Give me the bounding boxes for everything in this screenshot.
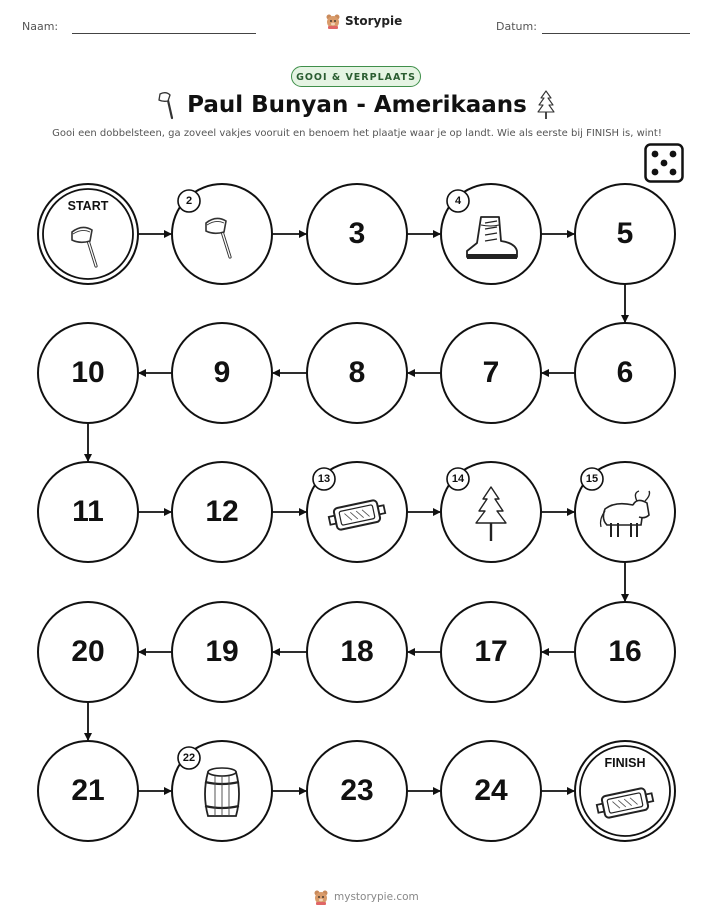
space-number-badge: 22 xyxy=(182,752,196,764)
space-number-badge: 15 xyxy=(585,473,599,485)
space-number: 7 xyxy=(482,356,500,389)
date-label: Datum: xyxy=(496,20,537,33)
space-number-badge: 14 xyxy=(451,473,465,485)
barrel-icon xyxy=(205,768,239,816)
space-number-badge: 4 xyxy=(454,195,462,207)
space-number: 20 xyxy=(71,635,105,668)
start-label: START xyxy=(67,199,109,213)
finish-label: FINISH xyxy=(604,756,646,770)
space-number: 24 xyxy=(474,774,508,807)
space-number: 5 xyxy=(616,217,634,250)
bear-icon xyxy=(313,889,329,905)
space-number: 18 xyxy=(340,635,374,668)
footer-url: mystorypie.com xyxy=(334,891,419,903)
space-number: 6 xyxy=(616,356,634,389)
space-number-badge: 2 xyxy=(185,195,193,207)
space-number: 10 xyxy=(71,356,105,389)
page-title: Paul Bunyan - Amerikaans xyxy=(187,92,527,118)
space-number: 12 xyxy=(205,495,239,528)
footer xyxy=(313,889,419,905)
name-label: Naam: xyxy=(22,20,59,33)
space-number: 3 xyxy=(348,217,366,250)
space-number: 8 xyxy=(348,356,366,389)
instructions: Gooi een dobbelsteen, ga zoveel vakjes vooruit en benoem het plaatje waar je op landt. Wie als eerste bij FINISH is, wint! xyxy=(52,128,662,139)
space-number: 11 xyxy=(72,495,104,528)
category-badge: GOOI & VERPLAATS xyxy=(291,66,421,87)
space-number: 21 xyxy=(71,774,105,807)
space-number: 16 xyxy=(608,635,642,668)
space-number-badge: 13 xyxy=(317,473,331,485)
space-number: 19 xyxy=(205,635,239,668)
brand-name: Storypie xyxy=(345,14,403,28)
space-number: 9 xyxy=(213,356,231,389)
space-number: 17 xyxy=(474,635,508,668)
space-number: 23 xyxy=(340,774,374,807)
